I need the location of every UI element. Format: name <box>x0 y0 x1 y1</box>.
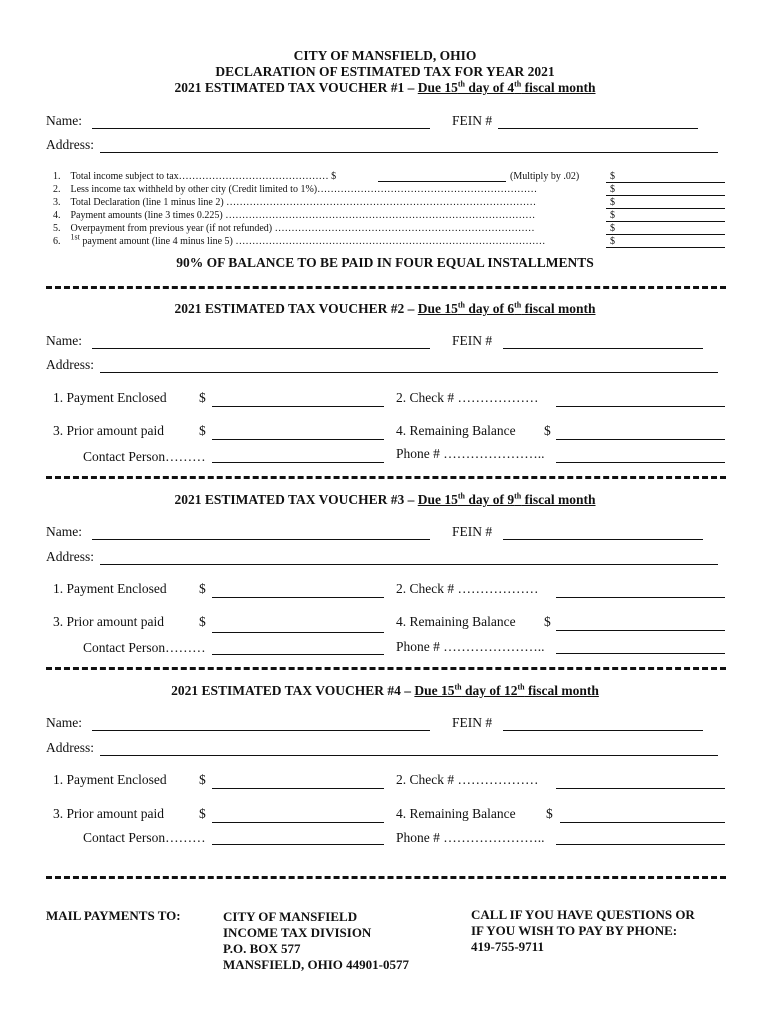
v2-prior-paid-label: 3. Prior amount paid <box>53 423 164 438</box>
v1-name-label: Name: <box>46 113 82 128</box>
call-info: CALL IF YOU HAVE QUESTIONS OR IF YOU WISH TO PAY BY PHONE: 419-755-9711 <box>471 907 695 954</box>
v4-fein-field[interactable] <box>503 730 703 731</box>
v1-dollar-6: $ <box>610 236 615 247</box>
v4-name-field[interactable] <box>92 730 430 731</box>
v2-fein-field[interactable] <box>503 348 703 349</box>
v2-prior-dollar: $ <box>199 423 206 438</box>
v4-payment-enclosed-label: 1. Payment Enclosed <box>53 772 167 787</box>
v1-address-field[interactable] <box>100 152 718 153</box>
v3-phone-label: Phone # ………………….. <box>396 639 545 654</box>
v1-line1-multiply: (Multiply by .02) <box>510 171 580 182</box>
v3-remaining-field[interactable] <box>556 630 725 631</box>
v4-remaining-dollar: $ <box>546 806 553 821</box>
v4-check-label: 2. Check # ……………… <box>396 772 539 787</box>
v2-payment-enclosed-label: 1. Payment Enclosed <box>53 390 167 405</box>
v3-fein-field[interactable] <box>503 539 703 540</box>
v3-fein-label: FEIN # <box>452 524 493 539</box>
v2-payment-dollar: $ <box>199 390 206 405</box>
v2-phone-label: Phone # ………………….. <box>396 446 545 461</box>
v4-payment-dollar: $ <box>199 772 206 787</box>
v4-phone-label: Phone # ………………….. <box>396 830 545 845</box>
v2-remaining-field[interactable] <box>556 439 725 440</box>
v4-prior-paid-label: 3. Prior amount paid <box>53 806 164 821</box>
v1-amount-1[interactable] <box>606 182 725 183</box>
v1-fein-label: FEIN # <box>452 113 493 128</box>
v1-line-3: 3. Total Declaration (line 1 minus line 2) ………………………………………………………………………………… <box>53 197 537 208</box>
v3-payment-enclosed-label: 1. Payment Enclosed <box>53 581 167 596</box>
v1-address-label: Address: <box>46 137 94 152</box>
v1-line-1: 1. Total income subject to tax……………………………………… $ <box>53 171 337 182</box>
v1-line-6: 6. $^{1st}$ payment amount (line 4 minus line 5) ………………………………………………………………………………… <box>53 232 546 247</box>
v2-contact-field[interactable] <box>212 462 384 463</box>
v4-contact-label: Contact Person……… <box>83 830 206 845</box>
v3-address-label: Address: <box>46 549 94 564</box>
v4-name-label: Name: <box>46 715 82 730</box>
phone-number: 419-755-9711 <box>471 939 544 954</box>
separator <box>46 667 726 670</box>
mail-address: CITY OF MANSFIELD INCOME TAX DIVISION P.O. BOX 577 MANSFIELD, OHIO 44901-0577 <box>223 909 409 972</box>
v3-check-field[interactable] <box>556 597 725 598</box>
v2-address-field[interactable] <box>100 372 718 373</box>
v4-prior-paid-field[interactable] <box>212 822 384 823</box>
v2-check-field[interactable] <box>556 406 725 407</box>
v1-dollar-5: $ <box>610 223 615 234</box>
v1-dollar-1: $ <box>610 171 615 182</box>
v2-payment-enclosed-field[interactable] <box>212 406 384 407</box>
v4-remaining-label: 4. Remaining Balance <box>396 806 516 821</box>
v4-address-label: Address: <box>46 740 94 755</box>
separator <box>46 286 726 289</box>
v1-amount-3[interactable] <box>606 208 725 209</box>
header-line2: DECLARATION OF ESTIMATED TAX FOR YEAR 2021 <box>215 64 555 79</box>
mail-payments-label: MAIL PAYMENTS TO: <box>46 908 181 923</box>
voucher4-title: 2021 ESTIMATED TAX VOUCHER #4 – Due 15th day of 12th fiscal month <box>171 682 599 698</box>
voucher3-title: 2021 ESTIMATED TAX VOUCHER #3 – Due 15th day of 9th fiscal month <box>174 491 596 507</box>
v3-prior-paid-label: 3. Prior amount paid <box>53 614 164 629</box>
v2-remaining-dollar: $ <box>544 423 551 438</box>
v4-remaining-field[interactable] <box>560 822 725 823</box>
v3-prior-dollar: $ <box>199 614 206 629</box>
voucher1-title: 2021 ESTIMATED TAX VOUCHER #1 – Due 15th day of 4th fiscal month <box>174 79 596 95</box>
separator <box>46 876 726 879</box>
v1-amount-5[interactable] <box>606 234 725 235</box>
v1-line-4: 4. Payment amounts (line 3 times 0.225) ………………………………………………………………………………… <box>53 210 536 221</box>
v2-check-label: 2. Check # ……………… <box>396 390 539 405</box>
v3-payment-enclosed-field[interactable] <box>212 597 384 598</box>
v3-prior-paid-field[interactable] <box>212 632 384 633</box>
v3-contact-label: Contact Person……… <box>83 640 206 655</box>
v4-fein-label: FEIN # <box>452 715 493 730</box>
v1-dollar-4: $ <box>610 210 615 221</box>
v2-name-label: Name: <box>46 333 82 348</box>
v2-phone-field[interactable] <box>556 462 725 463</box>
v3-payment-dollar: $ <box>199 581 206 596</box>
v1-amount-4[interactable] <box>606 221 725 222</box>
v1-dollar-2: $ <box>610 184 615 195</box>
v3-contact-field[interactable] <box>212 654 384 655</box>
installments-note: 90% OF BALANCE TO BE PAID IN FOUR EQUAL INSTALLMENTS <box>176 255 594 270</box>
v4-check-field[interactable] <box>556 788 725 789</box>
v1-dollar-3: $ <box>610 197 615 208</box>
v2-address-label: Address: <box>46 357 94 372</box>
header-line1: CITY OF MANSFIELD, OHIO <box>293 48 477 63</box>
v4-contact-field[interactable] <box>212 844 384 845</box>
v4-payment-enclosed-field[interactable] <box>212 788 384 789</box>
v4-address-field[interactable] <box>100 755 718 756</box>
v3-name-label: Name: <box>46 524 82 539</box>
v4-phone-field[interactable] <box>556 844 725 845</box>
v3-remaining-label: 4. Remaining Balance <box>396 614 516 629</box>
v1-line-5: 5. Overpayment from previous year (if not refunded) …………………………………………………………………… <box>53 223 535 234</box>
voucher2-title: 2021 ESTIMATED TAX VOUCHER #2 – Due 15th day of 6th fiscal month <box>174 300 596 316</box>
v3-phone-field[interactable] <box>556 653 725 654</box>
v3-address-field[interactable] <box>100 564 718 565</box>
v1-amount-6[interactable] <box>606 247 725 248</box>
v2-name-field[interactable] <box>92 348 430 349</box>
v1-fein-field[interactable] <box>498 128 698 129</box>
v3-check-label: 2. Check # ……………… <box>396 581 539 596</box>
v1-amount-2[interactable] <box>606 195 725 196</box>
v1-line1-field[interactable] <box>378 181 506 182</box>
v2-fein-label: FEIN # <box>452 333 493 348</box>
separator <box>46 476 726 479</box>
v2-remaining-label: 4. Remaining Balance <box>396 423 516 438</box>
v2-contact-label: Contact Person……… <box>83 449 206 464</box>
v1-name-field[interactable] <box>92 128 430 129</box>
v2-prior-paid-field[interactable] <box>212 439 384 440</box>
v1-line-2: 2. Less income tax withheld by other city (Credit limited to 1%)………………………………………………………… <box>53 184 538 195</box>
v4-prior-dollar: $ <box>199 806 206 821</box>
v3-name-field[interactable] <box>92 539 430 540</box>
v3-remaining-dollar: $ <box>544 614 551 629</box>
